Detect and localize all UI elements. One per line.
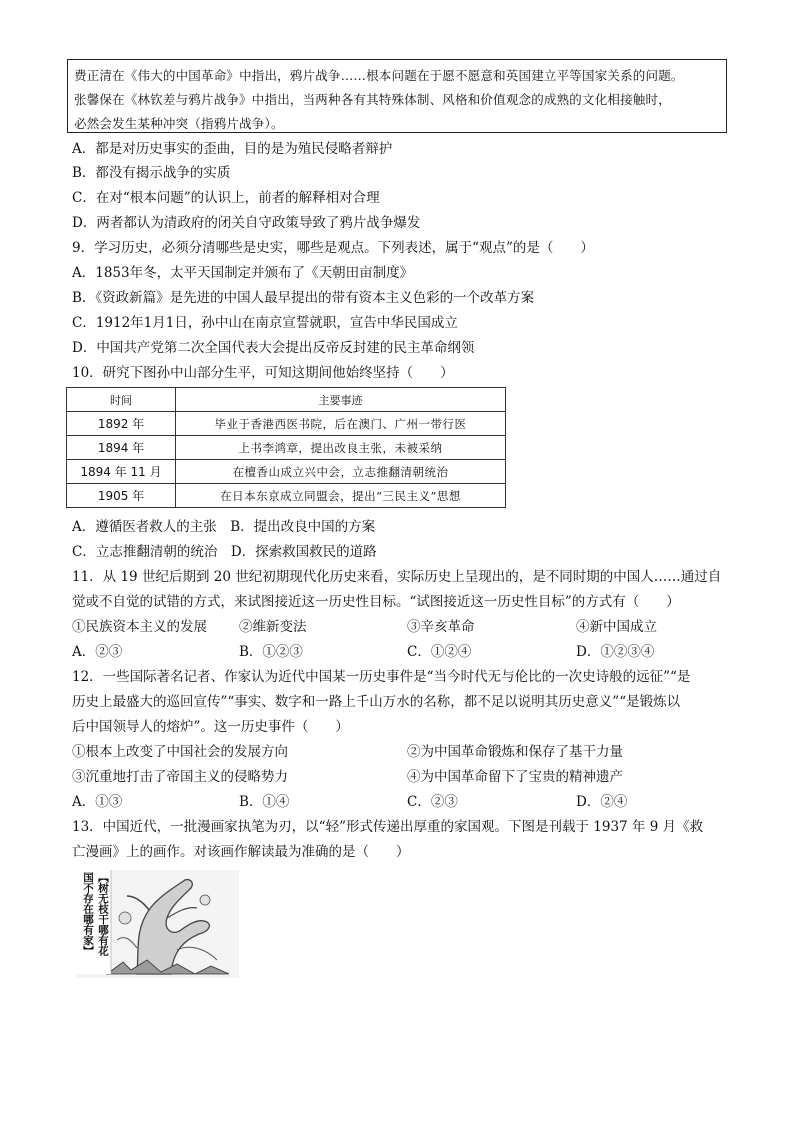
q12-option-c[interactable]: C．②③ [407,794,458,810]
table-row [67,460,506,484]
cartoon-caption-right: 【树无枝干哪有花 [97,872,109,956]
row-time: 1894 年 [67,436,176,460]
quote-line-2: 张馨保在《林钦差与鸦片战争》中指出，当两种各有其特殊体制、风格和价值观念的成熟的文化相接触时， [74,92,671,107]
q9-option-c[interactable]: C．1912年1月1日，孙中山在南京宣誓就职，宣告中华民国成立 [72,315,458,331]
q11-item-3: ③辛亥革命 [407,619,475,635]
q12-stem-1: 12．一些国际著名记者、作家认为近代中国某一历史事件是“当今时代无与伦比的一次史诗般的远征”“是 [72,669,691,685]
q13-stem-1: 13．中国近代，一批漫画家执笔为刃，以“轻”形式传递出厚重的家国观。下图是刊载于 1937 年 9 月《救 [72,819,704,835]
q11-stem-2: 觉或不自觉的试错的方式，来试图接近这一历史性目标。“试图接近这一历史性目标”的方式有（ ） [72,594,680,610]
q11-option-d[interactable]: D．①②③④ [576,644,655,660]
row-event: 在日本东京成立同盟会，提出“三民主义”思想 [176,484,506,508]
table-row [67,412,506,436]
q9-option-d[interactable]: D．中国共产党第二次全国代表大会提出反帝反封建的民主革命纲领 [72,340,475,356]
row-time: 1892 年 [67,412,176,436]
q10-options-line-1[interactable]: A．遵循医者救人的主张 B．提出改良中国的方案 [72,519,376,535]
q11-item-4: ④新中国成立 [576,619,657,635]
quote-line-3: 必然会发生某种冲突（指鸦片战争）。 [74,116,284,131]
q8-option-c[interactable]: C．在对“根本问题”的认识上，前者的解释相对合理 [72,190,380,206]
q8-option-d[interactable]: D．两者都认为清政府的闭关自守政策导致了鸦片战争爆发 [72,215,421,231]
table-row [67,484,506,508]
q13-stem-2: 亡漫画》上的画作。对该画作解读最为准确的是（ ） [72,844,410,860]
q9-option-b[interactable]: B．《资政新篇》是先进的中国人最早提出的带有资本主义色彩的一个改革方案 [72,290,535,306]
q12-item-4: ④为中国革命留下了宝贵的精神遗产 [407,769,623,785]
q12-option-b[interactable]: B．①④ [239,794,290,810]
q10-options-line-2[interactable]: C．立志推翻清朝的统治 D．探索救国救民的道路 [72,544,377,560]
q12-option-a[interactable]: A．①③ [72,794,123,810]
row-event: 毕业于香港西医书院，后在澳门、广州一带行医 [176,412,506,436]
cartoon-illustration [77,870,239,978]
q12-item-2: ②为中国革命锻炼和保存了基干力量 [407,744,623,760]
quote-line-1: 费正清在《伟大的中国革命》中指出，鸦片战争……根本问题在于愿不愿意和英国建立平等国家关系的问题。 [74,68,684,83]
q8-option-a[interactable]: A．都是对历史事实的歪曲，目的是为殖民侵略者辩护 [72,141,393,157]
q12-item-3: ③沉重地打击了帝国主义的侵略势力 [72,769,288,785]
cartoon-caption-left: 国不存在哪有家】 [82,872,94,956]
q8-option-b[interactable]: B．都没有揭示战争的实质 [72,165,231,181]
q12-stem-3: 后中国领导人的熔炉”。这一历史事件（ ） [72,719,349,735]
q11-option-a[interactable]: A．②③ [72,644,123,660]
q9-stem: 9．学习历史，必须分清哪些是史实，哪些是观点。下列表述，属于“观点”的是（ ） [72,240,594,256]
q11-stem-1: 11．从 19 世纪后期到 20 世纪初期现代化历史来看，实际历史上呈现出的，是不同时期的中国人……通过自 [72,569,722,585]
header-event: 主要事迹 [176,388,506,412]
q12-item-1: ①根本上改变了中国社会的发展方向 [72,744,288,760]
row-event: 上书李鸿章，提出改良主张，未被采纳 [176,436,506,460]
q11-item-1: ①民族资本主义的发展 [72,619,207,635]
q11-item-2: ②维新变法 [239,619,307,635]
table-header-row [67,388,506,412]
table-row [67,436,506,460]
row-event: 在檀香山成立兴中会，立志推翻清朝统治 [176,460,506,484]
row-time: 1905 年 [67,484,176,508]
q9-option-a[interactable]: A．1853年冬，太平天国制定并颁布了《天朝田亩制度》 [72,265,414,281]
q12-stem-2: 历史上最盛大的巡回宣传”“事实、数字和一路上千山万水的名称，都不足以说明其历史意义”“是锻炼以 [72,694,681,710]
header-time: 时间 [67,388,176,412]
q12-option-d[interactable]: D．②④ [576,794,628,810]
q10-stem: 10．研究下图孙中山部分生平，可知这期间他始终坚持（ ） [72,365,454,381]
row-time: 1894 年 11 月 [67,460,176,484]
q11-option-c[interactable]: C．①②④ [407,644,472,660]
biography-table [66,387,506,508]
q11-option-b[interactable]: B．①②③ [239,644,303,660]
quote-box [67,59,727,133]
